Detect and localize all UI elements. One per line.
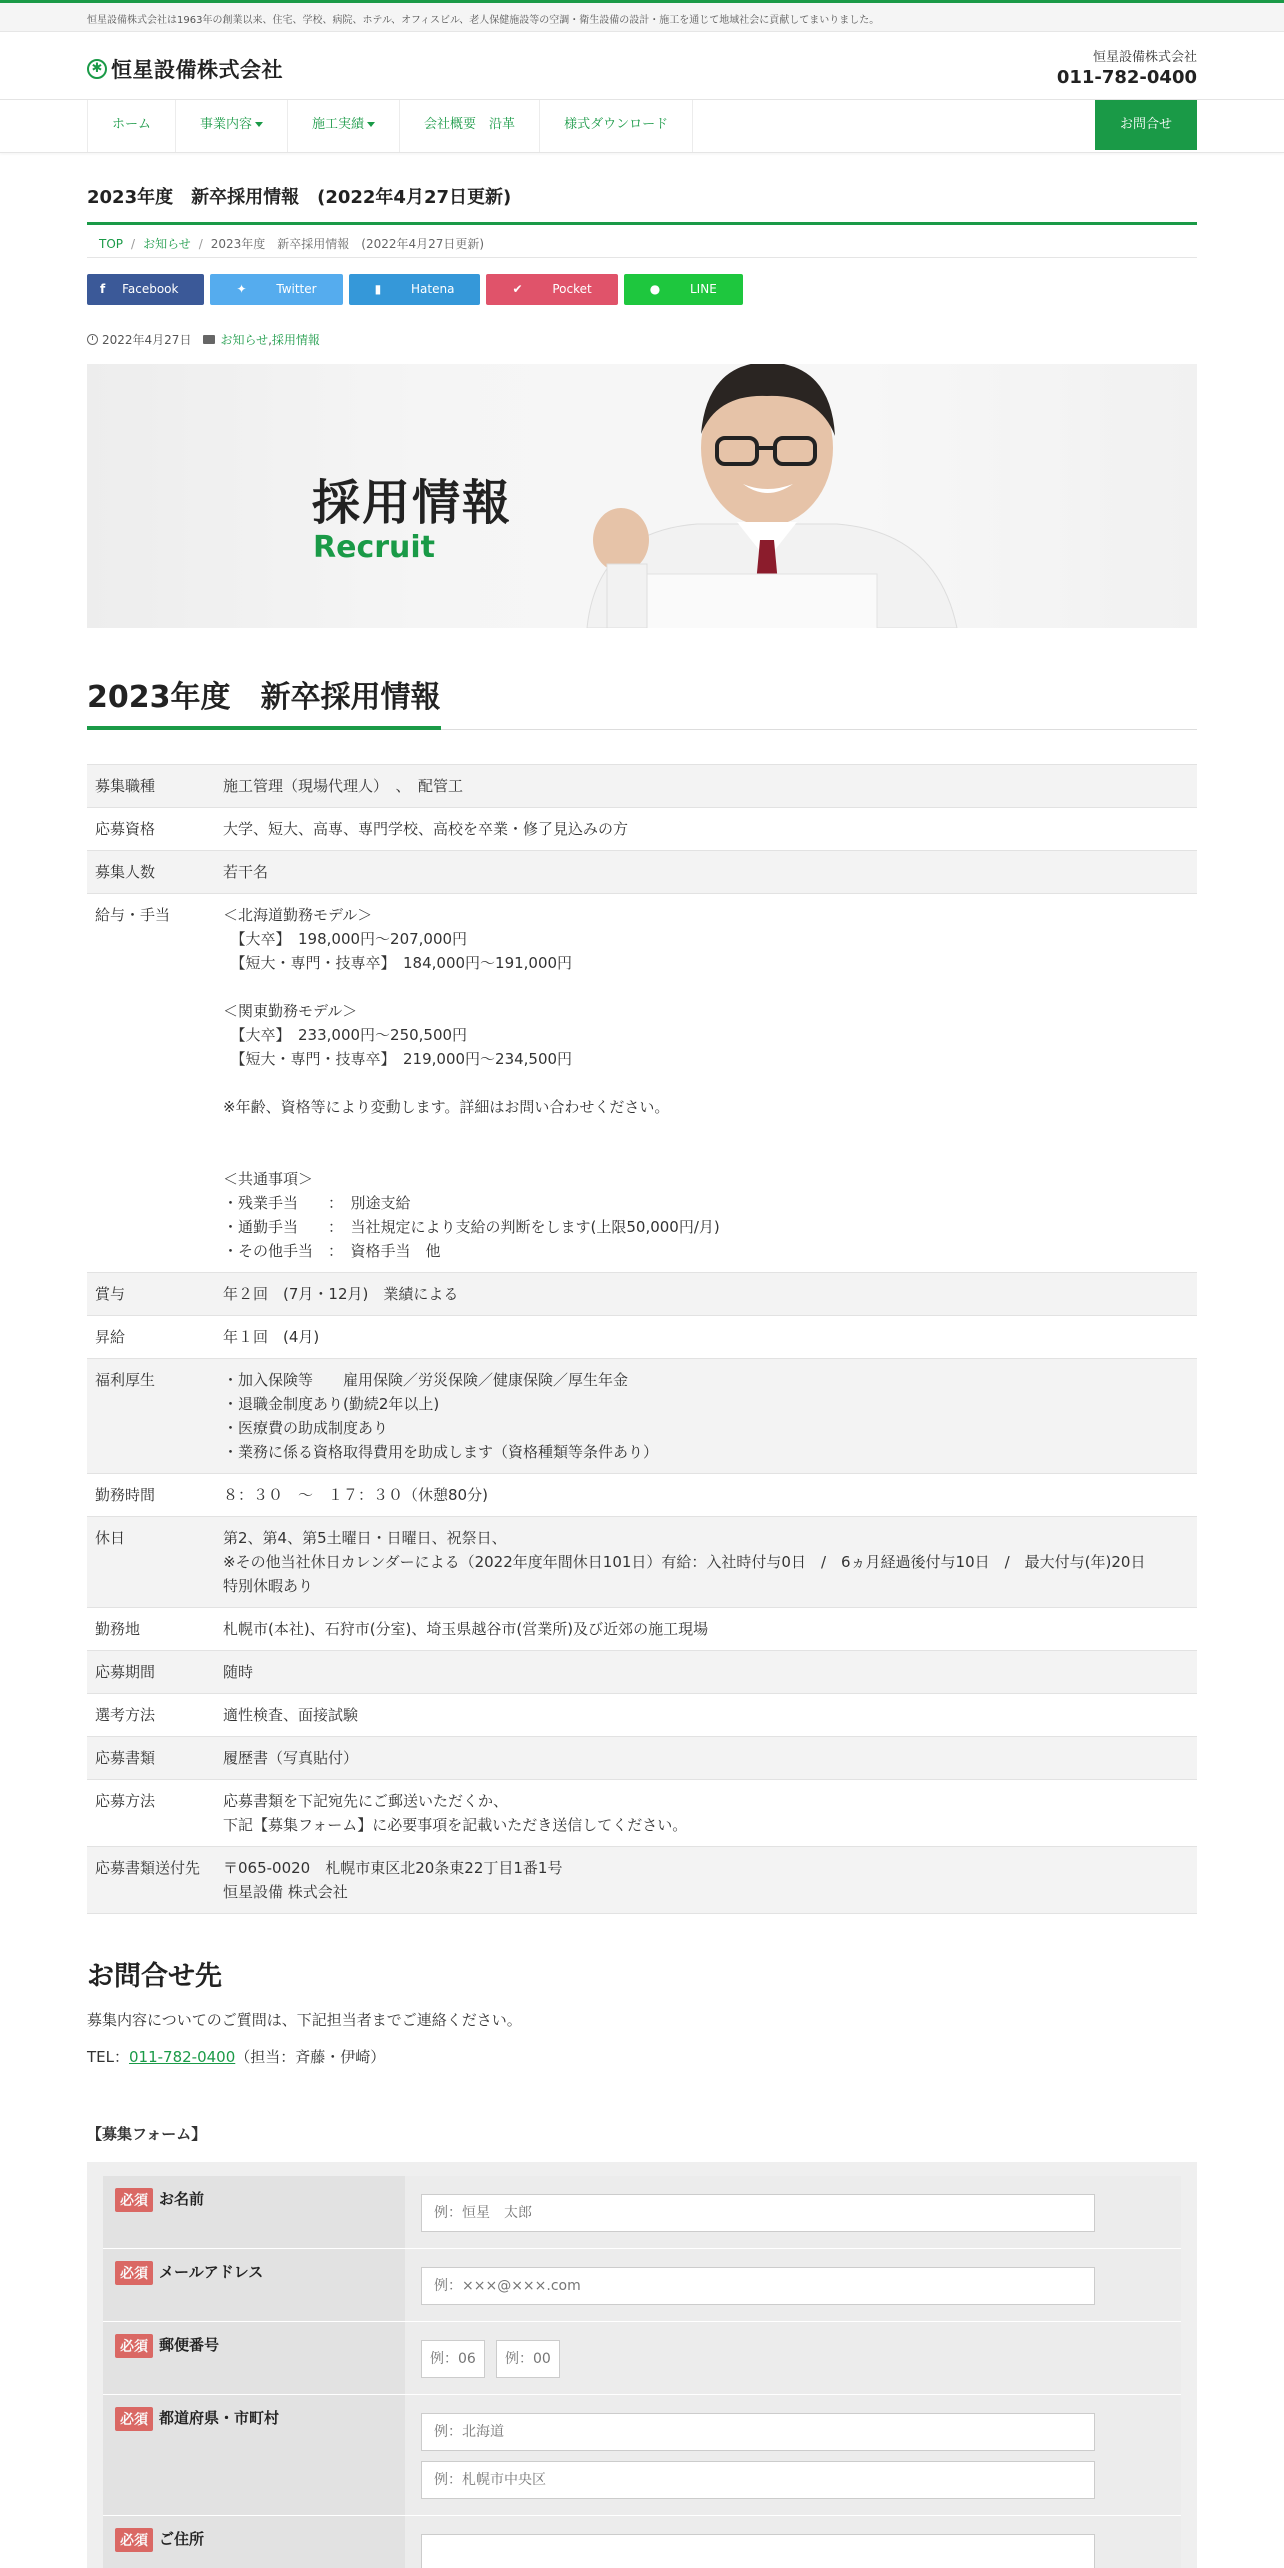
nav-business-label: 事業内容 [200, 117, 253, 132]
table-row [87, 1847, 1197, 1914]
facebook-icon: f [100, 282, 106, 296]
row-value: 適性検査、面接試験 [223, 1706, 359, 1724]
table-row [87, 894, 1197, 1273]
row-value: 年１回 (4月) [223, 1328, 320, 1346]
prefecture-label: 都道府県・市町村 [159, 2409, 280, 2427]
required-badge: 必須 [115, 2528, 153, 2552]
breadcrumb-sep: / [131, 237, 136, 251]
nav-works[interactable] [287, 100, 399, 152]
city-input[interactable] [421, 2461, 1095, 2499]
row-value: 履歴書（写真貼付） [223, 1749, 359, 1767]
breadcrumb-sep: / [198, 237, 203, 251]
section-title-text: 2023年度 新卒採用情報 [87, 672, 441, 730]
nav-home-label: ホーム [112, 117, 152, 132]
share-facebook-label: Facebook [122, 282, 179, 296]
row-value: ＜北海道勤務モデル＞ 【大卒】 198,000円～207,000円 【短大・専門・技専卒】 184,000円～191,000円 ＜関東勤務モデル＞ 【大卒】 233,000円～250,500円 【短大・専門・技専卒】 219,000円～234,500円 ※年齢、資格等により変動します。詳細はお問い合わせください。 ＜共通事項＞ ・残業手当 ： 別途支給 ・通勤手当 ： 当社規定により支給の判断をします(上限50,000円/月) ・その他手当 ： 資格手当 他 [223, 906, 720, 1260]
category-news-link[interactable]: お知らせ [220, 333, 269, 347]
table-row [87, 1517, 1197, 1608]
address-label: ご住所 [159, 2530, 205, 2548]
nav-download-label: 様式ダウンロード [564, 117, 669, 132]
row-label: 勤務地 [95, 1620, 141, 1638]
table-row [87, 1780, 1197, 1847]
form-row-postal [103, 2322, 1181, 2395]
postal-code-second-input[interactable] [496, 2340, 560, 2378]
nav-home[interactable] [87, 100, 175, 152]
breadcrumb [87, 225, 1197, 258]
row-value: 応募書類を下記宛先にご郵送いただくか、 下記【募集フォーム】に必要事項を記載いただき送信してください。 [223, 1792, 688, 1834]
share-hatena-label: Hatena [411, 282, 455, 296]
contact-tel-line [87, 2046, 1197, 2067]
breadcrumb-news[interactable]: お知らせ [143, 237, 191, 251]
banner-title: 採用情報 [312, 475, 513, 531]
row-label: 募集職種 [95, 777, 156, 795]
bookmark-icon: ▮ [374, 282, 382, 296]
table-row [87, 1316, 1197, 1359]
form-row-email [103, 2249, 1181, 2322]
row-label: 勤務時間 [95, 1486, 156, 1504]
row-label: 応募資格 [95, 820, 156, 838]
row-value: 随時 [223, 1663, 254, 1681]
recruit-form [87, 2162, 1197, 2568]
row-label: 福利厚生 [95, 1371, 156, 1389]
header-company-name: 恒星設備株式会社 [1092, 50, 1197, 65]
share-twitter-label: Twitter [276, 282, 317, 296]
nav-company[interactable] [399, 100, 539, 152]
table-row [87, 1737, 1197, 1780]
form-heading: 【募集フォーム】 [87, 2125, 207, 2143]
recruit-info-table [87, 764, 1197, 1914]
row-value: 札幌市(本社)、石狩市(分室)、埼玉県越谷市(営業所)及び近郊の施工現場 [223, 1620, 709, 1638]
nav-works-label: 施工実績 [312, 117, 365, 132]
share-line-button[interactable] [624, 274, 743, 305]
table-row [87, 1651, 1197, 1694]
twitter-icon: ✦ [236, 282, 247, 296]
nav-company-label: 会社概要 沿革 [424, 117, 516, 132]
email-input[interactable] [421, 2267, 1095, 2305]
header-phone: 011-782-0400 [1056, 67, 1197, 88]
share-line-label: LINE [690, 282, 717, 296]
share-pocket-label: Pocket [552, 282, 592, 296]
category-recruit-link[interactable]: 採用情報 [271, 333, 320, 347]
row-value: 第2、第4、第5土曜日・日曜日、祝祭日、 ※その他当社休日カレンダーによる（2022年度年間休日101日）有給：入社時付与0日 / 6ヵ月経過後付与10日 / 最大付与(年)20日 特別休暇あり [223, 1529, 1146, 1595]
logo-text: 恒星設備株式会社 [111, 57, 283, 82]
form-row-address [103, 2516, 1181, 2568]
breadcrumb-current: 2023年度 新卒採用情報 (2022年4月27日更新) [210, 237, 485, 251]
row-label: 応募書類送付先 [95, 1859, 201, 1877]
required-badge: 必須 [115, 2407, 153, 2431]
required-badge: 必須 [115, 2334, 153, 2358]
table-row [87, 1273, 1197, 1316]
folder-icon [203, 335, 215, 344]
email-label: メールアドレス [159, 2263, 264, 2281]
required-badge: 必須 [115, 2188, 153, 2212]
row-value: 若干名 [223, 863, 269, 881]
star-logo-icon: ✱ [87, 59, 107, 79]
share-hatena-button[interactable] [349, 274, 481, 305]
row-label: 応募期間 [95, 1663, 156, 1681]
table-row [87, 1474, 1197, 1517]
contact-button[interactable]: お問合せ [1095, 100, 1197, 150]
nav-business[interactable] [175, 100, 287, 152]
row-label: 応募方法 [95, 1792, 156, 1810]
row-label: 休日 [95, 1529, 126, 1547]
post-meta [87, 331, 1197, 348]
page-title: 2023年度 新卒採用情報 (2022年4月27日更新) [87, 183, 1197, 225]
row-label: 給与・手当 [95, 906, 171, 924]
check-icon: ✔ [512, 282, 523, 296]
section-title [87, 672, 1197, 730]
chevron-down-icon [255, 122, 263, 127]
row-value: ８：３０ ～ １７：３０（休憩80分) [223, 1486, 488, 1504]
contact-text: 募集内容についてのご質問は、下記担当者までご連絡ください。 [87, 2011, 522, 2029]
table-row [87, 808, 1197, 851]
contact-tel-link[interactable]: 011-782-0400 [129, 2048, 236, 2066]
row-value: ・加入保険等 雇用保険／労災保険／健康保険／厚生年金 ・退職金制度あり(勤続2年以上) ・医療費の助成制度あり ・業務に係る資格取得費用を助成します（資格種類等条件あり） [223, 1371, 659, 1461]
recruit-banner [87, 364, 1197, 628]
share-pocket-button[interactable] [486, 274, 617, 305]
main-content [87, 183, 1197, 2568]
postal-label: 郵便番号 [159, 2336, 220, 2354]
row-label: 募集人数 [95, 863, 156, 881]
row-label: 応募書類 [95, 1749, 156, 1767]
tel-label: TEL： [87, 2048, 129, 2066]
share-facebook-button[interactable] [87, 274, 204, 305]
table-row [87, 765, 1197, 808]
category-separator: , [268, 332, 272, 347]
top-info-bar [0, 3, 1284, 32]
banner-subtitle: Recruit [313, 530, 436, 565]
table-row [87, 1608, 1197, 1651]
name-label: お名前 [159, 2190, 205, 2208]
name-input[interactable] [421, 2194, 1095, 2232]
share-buttons [87, 274, 1197, 305]
row-value: 〒065-0020 札幌市東区北20条東22丁目1番1号 恒星設備 株式会社 [223, 1859, 563, 1901]
site-header [0, 32, 1284, 100]
form-row-name [103, 2176, 1181, 2249]
tel-note: （担当：斉藤・伊崎） [235, 2048, 386, 2066]
row-label: 賞与 [95, 1285, 126, 1303]
share-twitter-button[interactable] [210, 274, 342, 305]
row-value: 大学、短大、高専、専門学校、高校を卒業・修了見込みの方 [223, 820, 629, 838]
nav-download[interactable] [539, 100, 693, 152]
table-row [87, 851, 1197, 894]
postal-code-first-input[interactable] [421, 2340, 485, 2378]
header-contact-info [1057, 46, 1197, 88]
global-nav [0, 100, 1284, 153]
required-badge: 必須 [115, 2261, 153, 2285]
speech-bubble-icon: ● [649, 282, 661, 296]
clock-icon [87, 334, 98, 345]
row-label: 昇給 [95, 1328, 126, 1346]
chevron-down-icon [367, 122, 375, 127]
row-value: 施工管理（現場代理人） 、 配管工 [223, 777, 464, 795]
address-input[interactable] [421, 2534, 1095, 2568]
row-label: 選考方法 [95, 1706, 156, 1724]
prefecture-input[interactable] [421, 2413, 1095, 2451]
table-row [87, 1359, 1197, 1474]
site-logo[interactable] [87, 54, 283, 84]
post-date: 2022年4月27日 [102, 333, 192, 347]
businessman-illustration [557, 364, 977, 628]
contact-title: お問合せ先 [87, 1961, 222, 1992]
top-info-text: 恒星設備株式会社は1963年の創業以来、住宅、学校、病院、ホテル、オフィスビル、老人保健施設等の空調・衛生設備の設計・施工を通じて地域社会に貢献してまいりました。 [87, 15, 880, 26]
row-value: 年２回 (7月・12月) 業績による [223, 1285, 459, 1303]
breadcrumb-top[interactable]: TOP [99, 237, 124, 251]
form-row-prefecture [103, 2395, 1181, 2516]
table-row [87, 1694, 1197, 1737]
